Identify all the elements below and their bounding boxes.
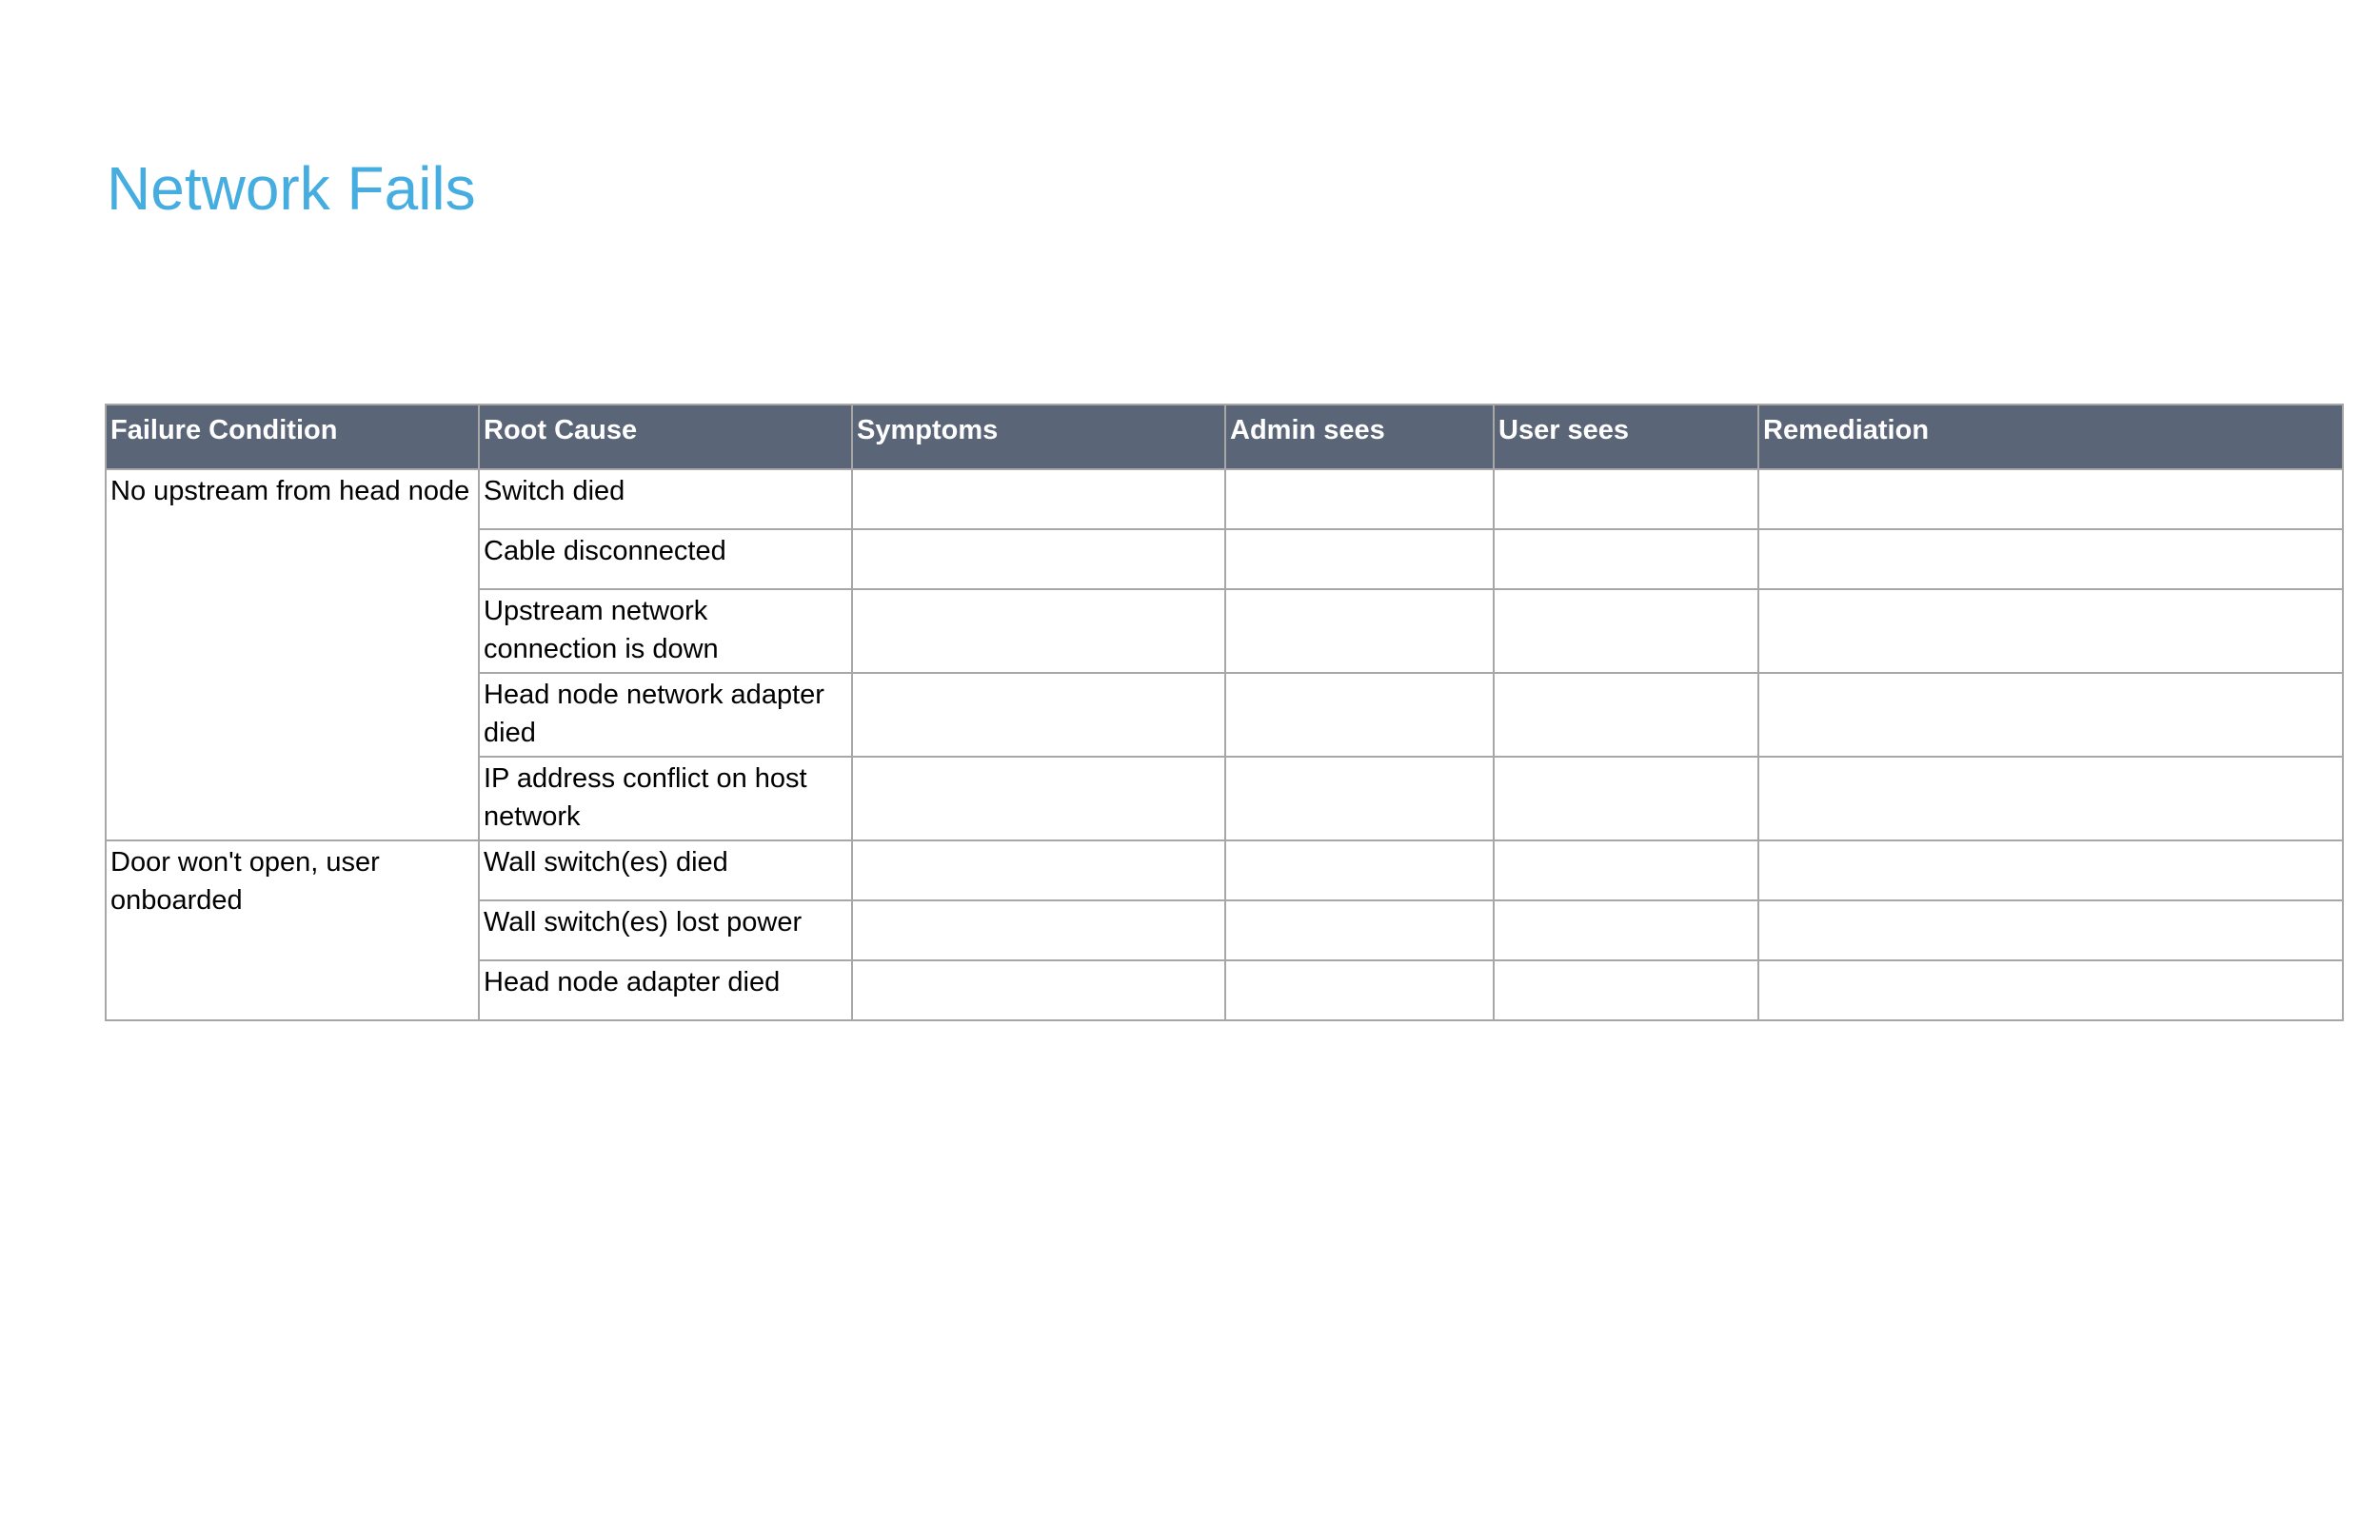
remediation-cell (1758, 469, 2343, 529)
symptoms-cell (852, 900, 1225, 960)
admin-sees-cell (1225, 960, 1494, 1020)
user-sees-cell (1494, 589, 1758, 673)
remediation-cell (1758, 673, 2343, 757)
user-sees-cell (1494, 757, 1758, 840)
remediation-cell (1758, 589, 2343, 673)
user-sees-cell (1494, 469, 1758, 529)
failure-condition-cell: Door won't open, user onboarded (106, 840, 479, 1020)
remediation-cell (1758, 529, 2343, 589)
header-failure-condition: Failure Condition (106, 405, 479, 469)
failure-table (105, 404, 2344, 1021)
remediation-cell (1758, 840, 2343, 900)
symptoms-cell (852, 529, 1225, 589)
admin-sees-cell (1225, 469, 1494, 529)
header-user-sees: User sees (1494, 405, 1758, 469)
admin-sees-cell (1225, 673, 1494, 757)
table-row (106, 469, 2343, 529)
admin-sees-cell (1225, 589, 1494, 673)
table-header-row (106, 405, 2343, 469)
user-sees-cell (1494, 900, 1758, 960)
root-cause-cell: Wall switch(es) died (479, 840, 852, 900)
user-sees-cell (1494, 673, 1758, 757)
remediation-cell (1758, 960, 2343, 1020)
user-sees-cell (1494, 529, 1758, 589)
header-root-cause: Root Cause (479, 405, 852, 469)
root-cause-cell: Wall switch(es) lost power (479, 900, 852, 960)
symptoms-cell (852, 469, 1225, 529)
header-admin-sees: Admin sees (1225, 405, 1494, 469)
admin-sees-cell (1225, 900, 1494, 960)
root-cause-cell: Head node network adapter died (479, 673, 852, 757)
admin-sees-cell (1225, 757, 1494, 840)
remediation-cell (1758, 900, 2343, 960)
symptoms-cell (852, 840, 1225, 900)
table-row (106, 840, 2343, 900)
root-cause-cell: Switch died (479, 469, 852, 529)
user-sees-cell (1494, 960, 1758, 1020)
user-sees-cell (1494, 840, 1758, 900)
root-cause-cell: Head node adapter died (479, 960, 852, 1020)
root-cause-cell: Upstream network connection is down (479, 589, 852, 673)
root-cause-cell: Cable disconnected (479, 529, 852, 589)
symptoms-cell (852, 589, 1225, 673)
page-title: Network Fails (107, 154, 476, 223)
root-cause-cell: IP address conflict on host network (479, 757, 852, 840)
admin-sees-cell (1225, 529, 1494, 589)
symptoms-cell (852, 757, 1225, 840)
remediation-cell (1758, 757, 2343, 840)
failure-condition-cell: No upstream from head node (106, 469, 479, 840)
symptoms-cell (852, 960, 1225, 1020)
admin-sees-cell (1225, 840, 1494, 900)
header-remediation: Remediation (1758, 405, 2343, 469)
header-symptoms: Symptoms (852, 405, 1225, 469)
symptoms-cell (852, 673, 1225, 757)
